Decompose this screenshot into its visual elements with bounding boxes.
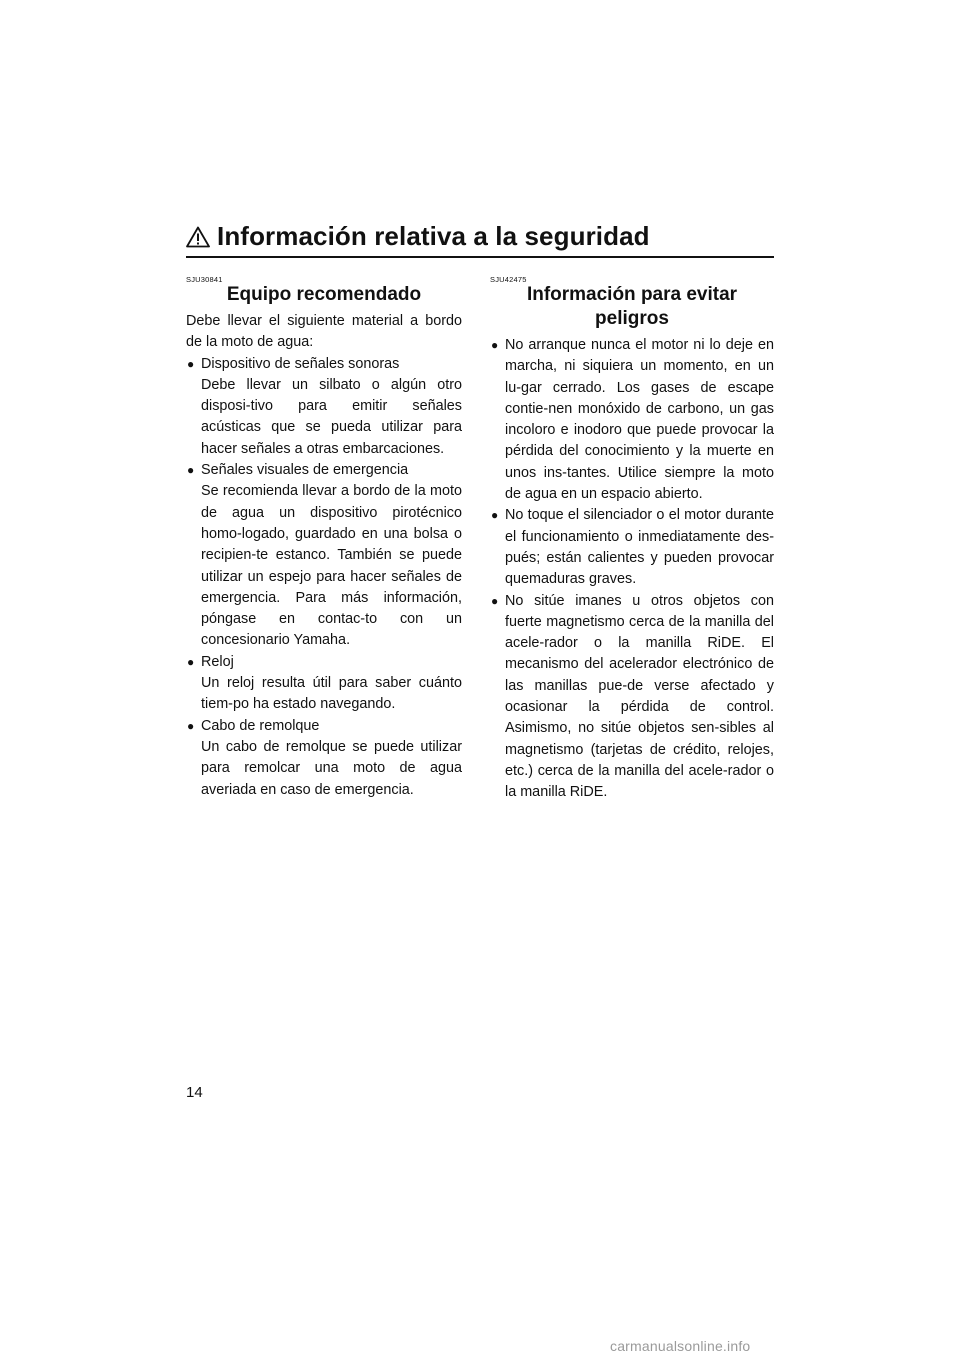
right-column <box>490 275 774 804</box>
equipment-list <box>186 354 462 801</box>
watermark-footer: carmanualsonline.info <box>610 1338 751 1354</box>
section-code: SJU30841 <box>186 275 223 284</box>
bullet-icon: ● <box>187 654 195 669</box>
section-code: SJU42475 <box>490 275 527 284</box>
list-item <box>490 505 774 590</box>
item-description: Un cabo de remolque se puede utilizar para remolcar una moto de agua averiada en caso de emergencia. <box>201 738 462 798</box>
item-description: Debe llevar un silbato o algún otro disposi-tivo para emitir señales acústicas que se pueda utilizar para hacer señales a otras embarcaciones. <box>201 376 462 457</box>
item-description: Un reloj resulta útil para saber cuánto tiem-po ha estado navegando. <box>201 675 462 713</box>
item-description: Se recomienda llevar a bordo de la moto de agua un dispositivo pirotécnico homo-logado, guardado en una bolsa o recipien-te estanco. También se puede utilizar un espejo para hacer señales de emergencia. Para más información, póngase en contac-to con un concesionario Yamaha. <box>201 483 462 649</box>
bullet-icon: ● <box>187 356 195 371</box>
heading-line: peligros <box>595 308 669 329</box>
section-heading <box>490 283 774 331</box>
list-item <box>186 460 462 652</box>
bullet-icon: ● <box>491 593 499 608</box>
bullet-icon: ● <box>187 718 195 733</box>
bullet-icon: ● <box>491 338 499 352</box>
list-item <box>490 591 774 804</box>
item-title: Reloj <box>201 653 234 670</box>
item-title: Dispositivo de señales sonoras <box>201 355 400 372</box>
item-title: Señales visuales de emergencia <box>201 462 409 479</box>
page-number: 14 <box>186 1084 203 1101</box>
item-title: Cabo de remolque <box>201 717 320 734</box>
item-text: No sitúe imanes u otros objetos con fuerte magnetismo cerca de la manilla del acele-rador o la manilla RiDE. El mecanismo del acelerador electrónico de las manillas pue-de verse afectado y ocasionar la pérdida de control. Asimismo, no sitúe objetos sen-sibles al magnetismo (tarjetas de crédito, relojes, etc.) cerca de la manilla del acele-rador o la manilla RiDE. <box>505 592 774 801</box>
item-text: No arranque nunca el motor ni lo deje en marcha, ni siquiera un momento, en un lu-gar cerrado. Los gases de escape contie-nen monóxido de carbono, un gas incoloro e inodoro que puede provocar la pérdida del conocimiento y la muerte en unos ins-tantes. Utilice siempre la moto de agua en un espacio abierto. <box>505 337 774 503</box>
page-title: Información relativa a la seguridad <box>217 221 650 251</box>
hazard-list <box>490 335 774 804</box>
bullet-icon: ● <box>491 508 499 523</box>
bullet-icon: ● <box>187 463 195 478</box>
list-item <box>186 716 462 801</box>
left-column <box>186 275 462 801</box>
page-header <box>186 222 774 258</box>
item-text: No toque el silenciador o el motor durante el funcionamiento o inmediatamente des-pués; están calientes y pueden provocar quemaduras graves. <box>505 507 774 588</box>
section-heading: Equipo recomendado <box>226 284 422 305</box>
list-item <box>490 335 774 505</box>
list-item <box>186 652 462 716</box>
list-item <box>186 354 462 460</box>
warning-triangle-icon <box>186 226 210 248</box>
intro-paragraph: Debe llevar el siguiente material a bordo de la moto de agua: <box>186 313 462 351</box>
heading-line: Información para evitar <box>526 284 738 305</box>
